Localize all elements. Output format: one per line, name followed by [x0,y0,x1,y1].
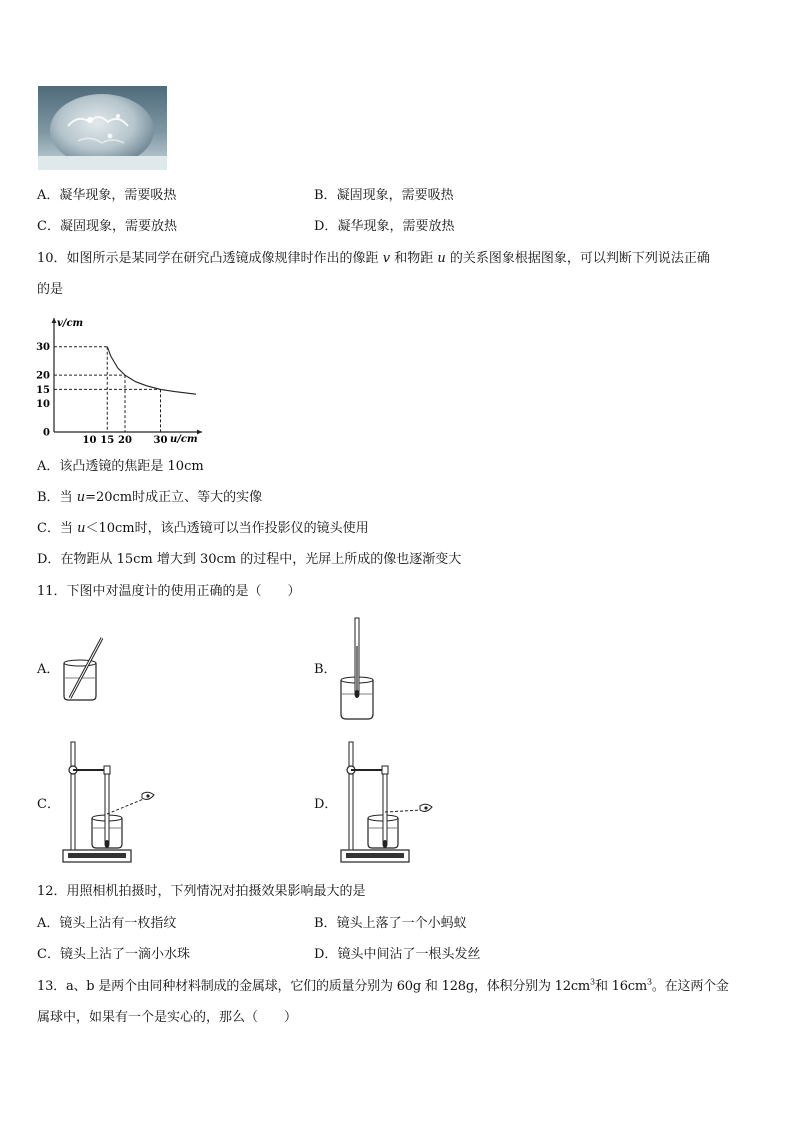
q10-graph [30,318,205,450]
v-u-curve [107,347,196,395]
q12-option-a: A．镜头上沾有一枚指纹 [37,916,177,931]
q9-option-a: A．凝华现象，需要吸热 [37,188,177,203]
x-tick-label: 20 [118,435,132,446]
q11-label-d: D． [314,797,338,812]
x-axis-label: u/cm [170,434,198,445]
q12-option-c: C．镜头上沾了一滴小水珠 [37,947,190,962]
q10-option-c: C．当 u＜10cm时，该凸透镜可以当作投影仪的镜头使用 [37,521,369,536]
q12-stem: 12．用照相机拍摄时，下列情况对拍摄效果影响最大的是 [37,884,366,899]
q10-stem-line2: 的是 [37,282,64,297]
x-tick-label: 10 [82,435,97,446]
q10-stem: 10．如图所示是某同学在研究凸透镜成像规律时作出的像距 v 和物距 u 的关系图象根据图象，可以判断下列说法正确 [37,251,710,266]
thermometer-figure-d [338,740,438,870]
q12-option-d: D．镜头中间沾了一根头发丝 [314,947,481,962]
q10-option-a: A．该凸透镜的焦距是 10cm [37,459,204,474]
q11-label-b: B． [314,662,337,677]
q10-option-b: B．当 u=20cm时成正立、等大的实像 [37,490,263,505]
thermometer-figure-b [338,616,378,726]
frozen-bubble-photo [38,86,167,170]
x-tick-label: 15 [100,435,115,446]
y-tick-label: 30 [36,342,50,354]
q9-option-b: B．凝固现象，需要吸热 [314,188,454,203]
thermometer-figure-c [60,740,160,870]
q9-option-c: C．凝固现象，需要放热 [37,219,177,234]
y-tick-label: 10 [36,399,50,411]
x-tick-label: 30 [153,435,168,446]
q12-option-b: B．镜头上落了一个小蚂蚁 [314,916,467,931]
q9-option-d: D．凝华现象，需要放热 [314,219,455,234]
thermometer-figure-a [60,632,110,708]
q13-stem: 13．a、b 是两个由同种材料制成的金属球，它们的质量分别为 60g 和 128g，体积分别为 $12cm^3$和 $16cm^3$。在这两个金 [37,977,729,994]
q13-stem-line2: 属球中，如果有一个是实心的，那么（ ） [37,1010,298,1025]
q11-label-c: C． [37,797,60,812]
y-tick-label: 20 [36,370,50,382]
y-tick-label: 15 [36,384,50,396]
q10-option-d: D．在物距从 15cm 增大到 30cm 的过程中，光屏上所成的像也逐渐变大 [37,552,462,567]
y-axis-arrow [52,318,57,323]
y-tick-label: 0 [43,427,50,439]
q11-label-a: A． [37,662,60,677]
x-axis-arrow [197,430,202,435]
y-axis-label: v/cm [57,318,84,329]
q11-stem: 11．下图中对温度计的使用正确的是（ ） [37,584,301,599]
